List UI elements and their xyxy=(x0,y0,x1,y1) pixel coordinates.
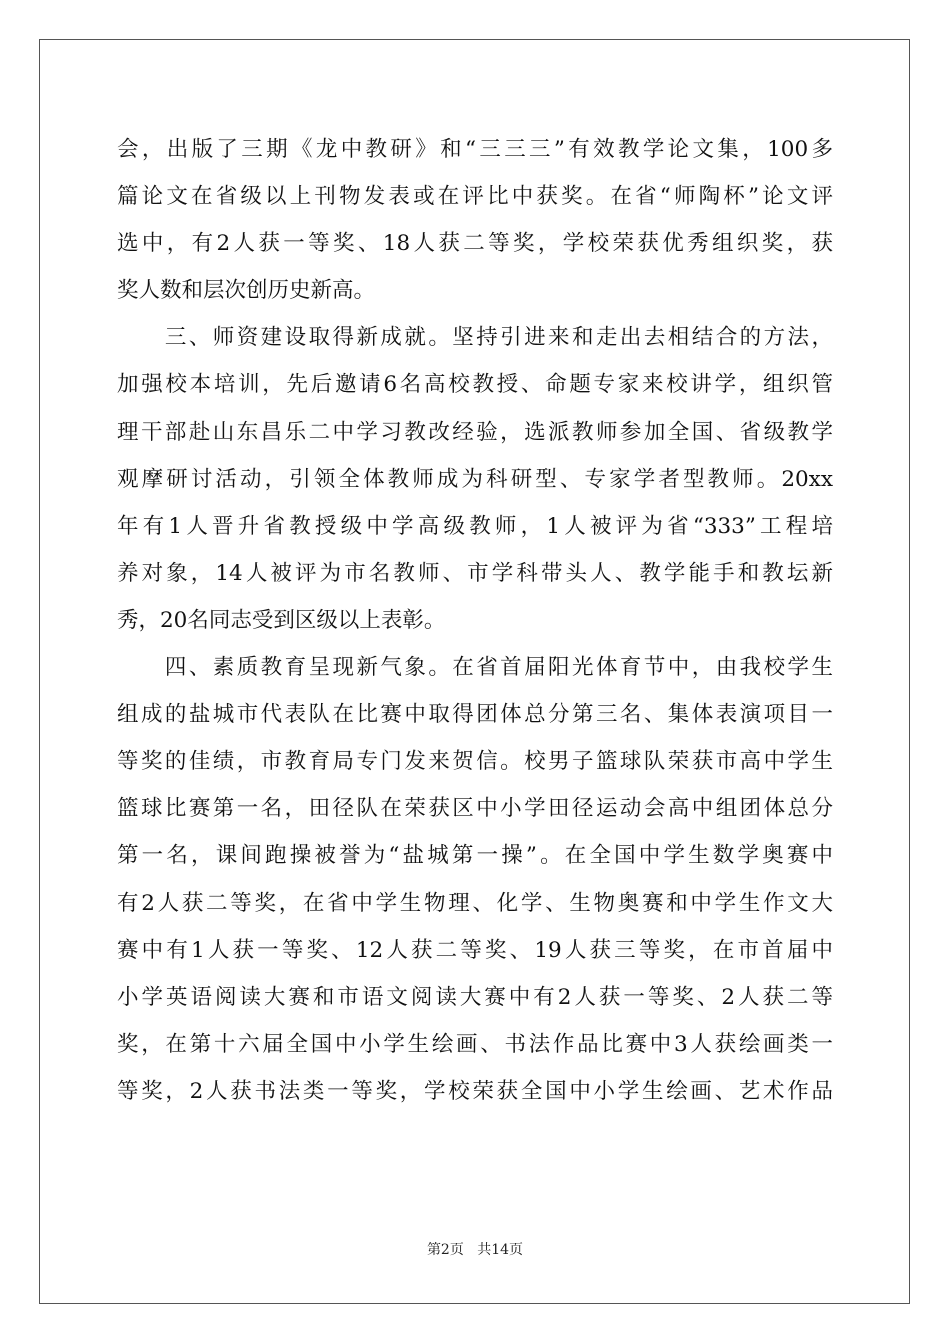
text-line: 奖，在第十六届全国中小学生绘画、书法作品比赛中3人获绘画类一 xyxy=(117,1031,833,1057)
text-line: 加强校本培训，先后邀请6名高校教授、命题专家来校讲学，组织管 xyxy=(117,372,833,398)
text-line: 篇论文在省级以上刊物发表或在评比中获奖。在省“师陶杯”论文评 xyxy=(117,184,833,210)
text-line: 第一名，课间跑操被誉为“盐城第一操”。在全国中学生数学奥赛中 xyxy=(117,843,833,869)
text-line: 理干部赴山东昌乐二中学习教改经验，选派教师参加全国、省级教学 xyxy=(117,419,833,445)
text-line: 养对象，14人被评为市名教师、市学科带头人、教学能手和教坛新 xyxy=(117,560,833,586)
text-line: 选中，有2人获一等奖、18人获二等奖，学校荣获优秀组织奖，获 xyxy=(117,231,833,257)
text-line: 篮球比赛第一名，田径队在荣获区中小学田径运动会高中组团体总分 xyxy=(117,796,833,822)
text-line: 年有1人晋升省教授级中学高级教师，1人被评为省“333”工程培 xyxy=(117,513,833,539)
page-footer xyxy=(0,1240,950,1260)
text-line: 组成的盐城市代表队在比赛中取得团体总分第三名、集体表演项目一 xyxy=(117,702,833,728)
page-total: 共14页 xyxy=(477,1242,524,1258)
page-number: 第2页 xyxy=(426,1242,464,1258)
document-body xyxy=(117,126,833,1115)
text-line: 小学英语阅读大赛和市语文阅读大赛中有2人获一等奖、2人获二等 xyxy=(117,984,833,1010)
text-line: 秀，20名同志受到区级以上表彰。 xyxy=(117,607,446,633)
text-line: 赛中有1人获一等奖、12人获二等奖、19人获三等奖，在市首届中 xyxy=(117,937,833,963)
text-line: 奖人数和层次创历史新高。 xyxy=(117,278,376,304)
text-line: 会，出版了三期《龙中教研》和“三三三”有效教学论文集，100多 xyxy=(117,137,833,162)
text-line: 有2人获二等奖，在省中学生物理、化学、生物奥赛和中学生作文大 xyxy=(117,890,833,916)
text-line: 四、素质教育呈现新气象。在省首届阳光体育节中，由我校学生 xyxy=(117,655,833,681)
text-line: 等奖，2人获书法类一等奖，学校荣获全国中小学生绘画、艺术作品 xyxy=(117,1078,833,1104)
text-line: 观摩研讨活动，引领全体教师成为科研型、专家学者型教师。20xx xyxy=(117,466,833,492)
text-line: 等奖的佳绩，市教育局专门发来贺信。校男子篮球队荣获市高中学生 xyxy=(117,749,833,775)
text-line: 三、师资建设取得新成就。坚持引进来和走出去相结合的方法， xyxy=(117,325,833,351)
